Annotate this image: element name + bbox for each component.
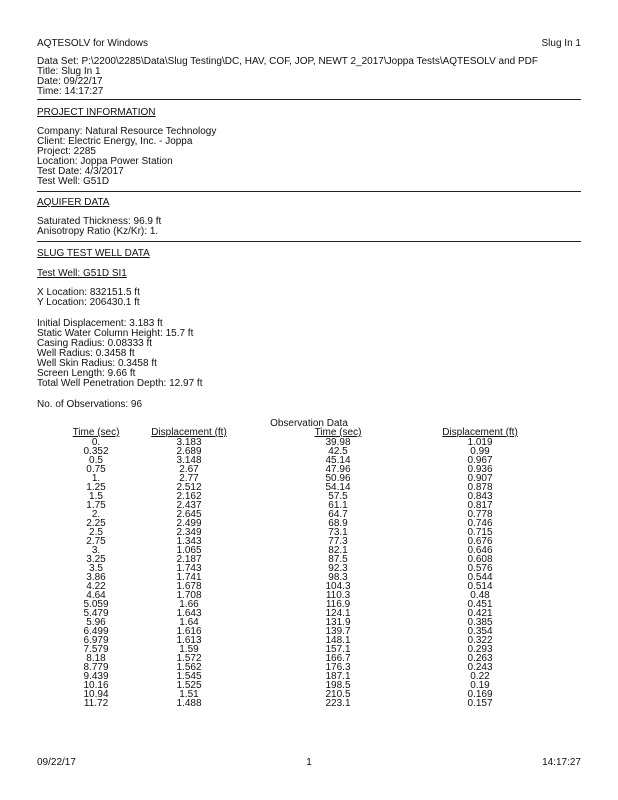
aquifer-line: Anisotropy Ratio (Kz/Kr): 1. — [37, 226, 159, 237]
table-row — [66, 699, 536, 708]
table-cell: 2.162 — [176, 491, 202, 502]
project-line: Test Well: G51D — [37, 176, 110, 187]
table-cell: 0.421 — [467, 608, 493, 619]
table-cell: 3.148 — [176, 455, 202, 466]
table-cell: 7.579 — [83, 644, 109, 655]
table-cell: 0.878 — [467, 482, 493, 493]
table-row — [66, 447, 536, 456]
table-row — [66, 582, 536, 591]
table-row — [66, 456, 536, 465]
table-header-row — [66, 428, 536, 438]
table-row — [66, 636, 536, 645]
page-header — [37, 38, 581, 49]
table-cell: 45.14 — [325, 455, 351, 466]
table-cell: 1.59 — [179, 644, 199, 655]
table-row — [66, 564, 536, 573]
table-cell: 8.18 — [86, 653, 106, 664]
table-cell: 0.75 — [86, 464, 106, 475]
project-line: Client: Electric Energy, Inc. - Joppa — [37, 136, 193, 147]
project-line: Test Date: 4/3/2017 — [37, 166, 124, 177]
table-cell: 1.25 — [86, 482, 106, 493]
page-label: Slug In 1 — [541, 38, 581, 49]
table-cell: 0.322 — [467, 635, 493, 646]
observation-table — [66, 428, 536, 708]
table-row — [66, 609, 536, 618]
table-row — [66, 654, 536, 663]
table-cell: 1.5 — [89, 491, 103, 502]
section-heading-project: PROJECT INFORMATION — [37, 107, 156, 118]
table-cell: 1.66 — [179, 599, 199, 610]
table-cell: 210.5 — [325, 689, 351, 700]
project-info — [37, 127, 581, 187]
well-param: Initial Displacement: 3.183 ft — [37, 318, 163, 329]
table-cell: 0.99 — [470, 446, 490, 457]
aquifer-info — [37, 217, 581, 237]
table-cell: 0.676 — [467, 536, 493, 547]
divider — [37, 241, 581, 242]
table-row — [66, 492, 536, 501]
table-cell: 0.514 — [467, 581, 493, 592]
table-cell: 0.608 — [467, 554, 493, 565]
well-parameters — [37, 319, 581, 389]
table-cell: 166.7 — [325, 653, 351, 664]
table-cell: 0.746 — [467, 518, 493, 529]
table-cell: 1. — [91, 473, 101, 484]
table-row — [66, 690, 536, 699]
table-cell: 0.22 — [470, 671, 490, 682]
table-cell: 1.741 — [176, 572, 202, 583]
table-cell: 1.019 — [467, 437, 493, 448]
table-cell: 2.75 — [86, 536, 106, 547]
table-cell: 2.689 — [176, 446, 202, 457]
table-cell: 104.3 — [325, 581, 351, 592]
table-cell: 57.5 — [328, 491, 348, 502]
data-set-path: Data Set: P:\2200\2285\Data\Slug Testing\DC, HAV, COF, JOP, NEWT 2_2017\Joppa Tests\AQTESOLV and PDF — [37, 56, 539, 67]
table-cell: 1.75 — [86, 500, 106, 511]
table-cell: 139.7 — [325, 626, 351, 637]
table-cell: 2.5 — [89, 527, 103, 538]
table-cell: 0.778 — [467, 509, 493, 520]
page-footer — [37, 757, 581, 768]
table-cell: 0.817 — [467, 500, 493, 511]
table-cell: 157.1 — [325, 644, 351, 655]
table-cell: 0. — [91, 437, 101, 448]
table-cell: 39.98 — [325, 437, 351, 448]
table-cell: 87.5 — [328, 554, 348, 565]
well-param: Well Radius: 0.3458 ft — [37, 348, 135, 359]
project-line: Location: Joppa Power Station — [37, 156, 173, 167]
table-row — [66, 501, 536, 510]
table-cell: 1.562 — [176, 662, 202, 673]
table-cell: 2.67 — [179, 464, 199, 475]
table-cell: 1.64 — [179, 617, 199, 628]
table-cell: 0.169 — [467, 689, 493, 700]
project-line: Project: 2285 — [37, 146, 96, 157]
table-row — [66, 519, 536, 528]
table-cell: 0.263 — [467, 653, 493, 664]
footer-time: 14:17:27 — [542, 757, 581, 768]
table-cell: 0.352 — [83, 446, 109, 457]
table-cell: 223.1 — [325, 698, 351, 709]
table-row — [66, 555, 536, 564]
meta-time: Time: 14:17:27 — [37, 86, 104, 97]
table-cell: 0.48 — [470, 590, 490, 601]
page-number: 1 — [306, 757, 312, 768]
table-cell: 2. — [91, 509, 101, 520]
table-row — [66, 663, 536, 672]
table-cell: 5.96 — [86, 617, 106, 628]
table-row — [66, 627, 536, 636]
table-cell: 10.16 — [83, 680, 109, 691]
table-row — [66, 672, 536, 681]
table-cell: 148.1 — [325, 635, 351, 646]
table-cell: 1.545 — [176, 671, 202, 682]
table-row — [66, 510, 536, 519]
table-cell: 0.544 — [467, 572, 493, 583]
table-cell: 3.183 — [176, 437, 202, 448]
column-header: Time (sec) — [314, 427, 362, 438]
y-location: Y Location: 206430.1 ft — [37, 297, 140, 308]
table-cell: 1.708 — [176, 590, 202, 601]
column-header: Displacement (ft) — [151, 427, 227, 438]
table-cell: 2.499 — [176, 518, 202, 529]
table-cell: 0.715 — [467, 527, 493, 538]
table-cell: 50.96 — [325, 473, 351, 484]
table-cell: 2.187 — [176, 554, 202, 565]
table-cell: 73.1 — [328, 527, 348, 538]
table-cell: 1.343 — [176, 536, 202, 547]
aquifer-line: Saturated Thickness: 96.9 ft — [37, 216, 162, 227]
table-cell: 0.157 — [467, 698, 493, 709]
table-cell: 3.25 — [86, 554, 106, 565]
table-cell: 2.645 — [176, 509, 202, 520]
table-cell: 5.479 — [83, 608, 109, 619]
table-cell: 0.967 — [467, 455, 493, 466]
table-cell: 1.525 — [176, 680, 202, 691]
table-cell: 61.1 — [328, 500, 348, 511]
table-cell: 0.354 — [467, 626, 493, 637]
table-row — [66, 681, 536, 690]
table-row — [66, 546, 536, 555]
divider — [37, 191, 581, 192]
table-cell: 1.613 — [176, 635, 202, 646]
table-cell: 1.572 — [176, 653, 202, 664]
well-param: Well Skin Radius: 0.3458 ft — [37, 358, 157, 369]
table-cell: 0.936 — [467, 464, 493, 475]
table-cell: 1.51 — [179, 689, 199, 700]
table-cell: 4.22 — [86, 581, 106, 592]
well-param: Casing Radius: 0.08333 ft — [37, 338, 153, 349]
table-cell: 187.1 — [325, 671, 351, 682]
table-row — [66, 474, 536, 483]
table-cell: 1.643 — [176, 608, 202, 619]
well-param: Total Well Penetration Depth: 12.97 ft — [37, 378, 203, 389]
table-row — [66, 645, 536, 654]
meta-title: Title: Slug In 1 — [37, 66, 101, 77]
table-cell: 2.512 — [176, 482, 202, 493]
table-cell: 131.9 — [325, 617, 351, 628]
table-cell: 4.64 — [86, 590, 106, 601]
table-cell: 3.86 — [86, 572, 106, 583]
divider — [37, 99, 581, 100]
table-body — [66, 438, 536, 708]
table-cell: 6.979 — [83, 635, 109, 646]
table-cell: 9.439 — [83, 671, 109, 682]
table-cell: 198.5 — [325, 680, 351, 691]
file-meta — [37, 57, 581, 97]
table-cell: 82.1 — [328, 545, 348, 556]
table-row — [66, 618, 536, 627]
table-cell: 98.3 — [328, 572, 348, 583]
table-cell: 68.9 — [328, 518, 348, 529]
table-row — [66, 537, 536, 546]
table-cell: 1.616 — [176, 626, 202, 637]
table-row — [66, 591, 536, 600]
table-cell: 0.293 — [467, 644, 493, 655]
table-row — [66, 528, 536, 537]
table-cell: 5.059 — [83, 599, 109, 610]
table-cell: 47.96 — [325, 464, 351, 475]
table-cell: 92.3 — [328, 563, 348, 574]
table-cell: 2.349 — [176, 527, 202, 538]
test-well-label: Test Well: G51D SI1 — [37, 268, 127, 279]
table-cell: 3. — [91, 545, 101, 556]
table-cell: 0.243 — [467, 662, 493, 673]
table-cell: 1.065 — [176, 545, 202, 556]
table-cell: 0.646 — [467, 545, 493, 556]
column-header: Displacement (ft) — [442, 427, 518, 438]
x-location: X Location: 832151.5 ft — [37, 287, 140, 298]
table-cell: 0.19 — [470, 680, 490, 691]
table-row — [66, 438, 536, 447]
table-cell: 116.9 — [325, 599, 351, 610]
table-cell: 54.14 — [325, 482, 351, 493]
section-heading-aquifer: AQUIFER DATA — [37, 197, 110, 208]
well-param: Static Water Column Height: 15.7 ft — [37, 328, 194, 339]
table-cell: 1.743 — [176, 563, 202, 574]
table-cell: 0.385 — [467, 617, 493, 628]
table-cell: 8.779 — [83, 662, 109, 673]
table-cell: 0.5 — [89, 455, 103, 466]
table-cell: 0.907 — [467, 473, 493, 484]
table-cell: 77.3 — [328, 536, 348, 547]
table-cell: 64.7 — [328, 509, 348, 520]
table-cell: 1.488 — [176, 698, 202, 709]
app-name: AQTESOLV for Windows — [37, 38, 148, 49]
well-location — [37, 288, 581, 308]
project-line: Company: Natural Resource Technology — [37, 126, 217, 137]
table-cell: 3.5 — [89, 563, 103, 574]
column-header: Time (sec) — [72, 427, 120, 438]
table-cell: 124.1 — [325, 608, 351, 619]
table-cell: 176.3 — [325, 662, 351, 673]
table-cell: 0.451 — [467, 599, 493, 610]
table-cell: 1.678 — [176, 581, 202, 592]
table-row — [66, 600, 536, 609]
table-cell: 42.5 — [328, 446, 348, 457]
table-cell: 2.77 — [179, 473, 199, 484]
table-cell: 2.437 — [176, 500, 202, 511]
table-cell: 11.72 — [83, 698, 109, 709]
meta-date: Date: 09/22/17 — [37, 76, 103, 87]
table-row — [66, 573, 536, 582]
table-row — [66, 465, 536, 474]
table-row — [66, 483, 536, 492]
table-cell: 110.3 — [325, 590, 351, 601]
table-cell: 6.499 — [83, 626, 109, 637]
footer-date: 09/22/17 — [37, 757, 76, 768]
table-cell: 0.843 — [467, 491, 493, 502]
well-param: Screen Length: 9.66 ft — [37, 368, 136, 379]
observation-table-title: Observation Data — [270, 418, 348, 429]
section-heading-slug-well: SLUG TEST WELL DATA — [37, 248, 150, 259]
table-cell: 10.94 — [83, 689, 109, 700]
observation-count: No. of Observations: 96 — [37, 399, 143, 410]
table-cell: 0.576 — [467, 563, 493, 574]
table-cell: 2.25 — [86, 518, 106, 529]
